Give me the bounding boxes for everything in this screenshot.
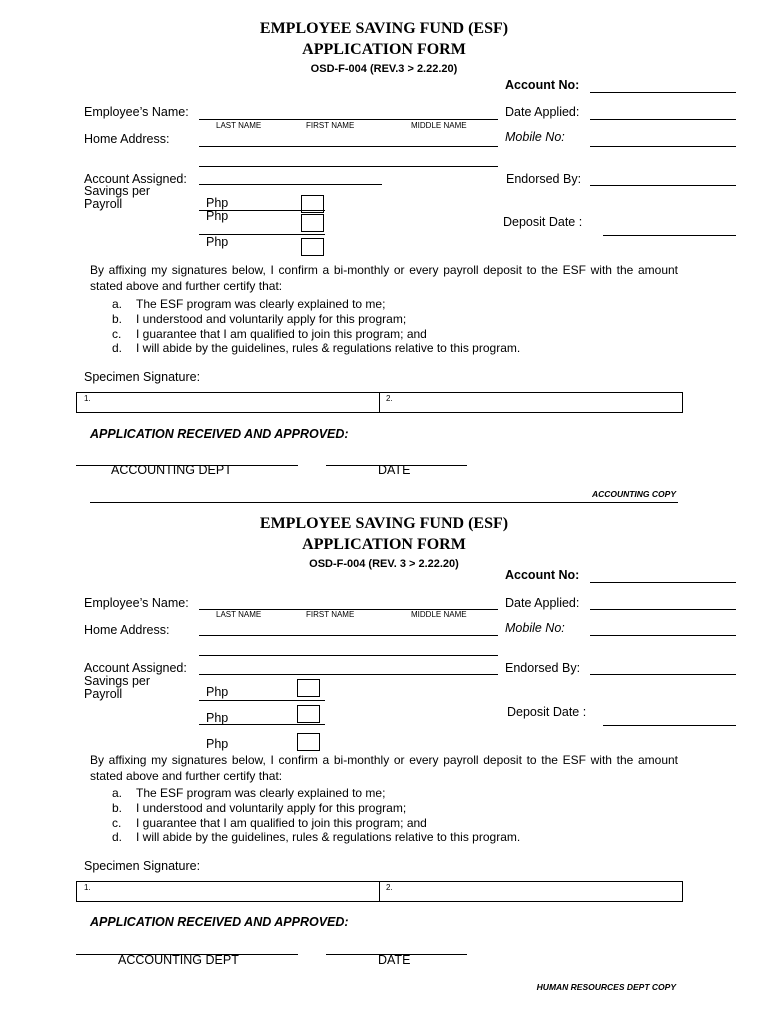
list-item [112,312,520,327]
list-text: I understood and voluntarily apply for this program; [136,800,407,815]
php-amount-field-1[interactable] [199,700,325,701]
received-approved-label: APPLICATION RECEIVED AND APPROVED: [90,915,349,929]
php-label-3: Php [206,235,229,249]
payroll-label: Payroll [84,197,123,211]
first-name-caption: FIRST NAME [306,121,355,130]
form-code: OSD-F-004 (REV.3 > 2.22.20) [310,63,458,75]
date-label: DATE [378,463,411,477]
employee-name-label: Employee’s Name: [84,105,189,119]
php-label-2: Php [206,209,229,223]
home-address-label: Home Address: [84,623,170,637]
signature-field-2[interactable] [380,882,682,901]
mobile-no-label: Mobile No: [505,621,565,635]
confirmation-paragraph: By affixing my signatures below, I confirm a bi-monthly or every payroll deposit to the ESF with the amount stated above and further certify that: [90,753,678,783]
account-no-field[interactable] [590,582,736,583]
list-marker: d. [112,830,123,845]
home-address-field-1[interactable] [199,146,498,147]
php-label-3: Php [206,737,229,751]
signature-field-2[interactable] [380,393,682,412]
list-item [112,297,520,312]
endorsed-by-label: Endorsed By: [506,172,582,186]
savings-per-label: Savings per [84,184,151,198]
signature-number-2: 2. [386,394,393,403]
employee-name-field[interactable] [199,119,498,120]
endorsed-by-field[interactable] [590,185,736,186]
last-name-caption: LAST NAME [216,610,262,619]
specimen-signature-label: Specimen Signature: [84,859,201,873]
payroll-label: Payroll [84,687,123,701]
php-label-1: Php [206,196,229,210]
list-text: The ESF program was clearly explained to me; [136,297,386,311]
endorsed-by-label: Endorsed By: [505,661,581,675]
received-approved-label: APPLICATION RECEIVED AND APPROVED: [90,427,349,441]
list-item [112,801,520,816]
deposit-date-field[interactable] [603,725,736,726]
form-title: EMPLOYEE SAVING FUND (ESF) [259,515,509,532]
list-marker: d. [112,341,123,356]
signature-number-2: 2. [386,883,393,892]
home-address-field-2[interactable] [199,166,498,167]
signature-field-1[interactable] [77,882,380,901]
account-assigned-field[interactable] [199,674,498,675]
account-assigned-label: Account Assigned: [84,172,187,186]
deposit-date-field[interactable] [603,235,736,236]
php-checkbox-1[interactable] [301,195,324,213]
copy-label: HUMAN RESOURCES DEPT COPY [536,982,676,992]
php-checkbox-3[interactable] [301,238,324,256]
home-address-label: Home Address: [84,132,170,146]
certification-list [112,297,520,356]
php-checkbox-2[interactable] [297,705,320,723]
signature-field-1[interactable] [77,393,380,412]
php-checkbox-3[interactable] [297,733,320,751]
mobile-no-field[interactable] [590,146,736,147]
copy-label: ACCOUNTING COPY [591,489,676,499]
endorsed-by-field[interactable] [590,674,736,675]
account-no-label: Account No: [505,78,580,92]
mobile-no-field[interactable] [590,635,736,636]
list-marker: c. [112,815,122,830]
signature-box [76,392,683,413]
list-item [112,327,520,342]
list-item [112,816,520,831]
form-title: EMPLOYEE SAVING FUND (ESF) [259,20,509,37]
list-marker: a. [112,786,123,800]
date-applied-label: Date Applied: [505,596,580,610]
certification-list [112,786,520,845]
php-amount-field-2[interactable] [199,724,325,725]
php-label-1: Php [206,685,229,699]
date-applied-field[interactable] [590,119,736,120]
signature-box [76,881,683,902]
account-no-field[interactable] [590,92,736,93]
employee-name-label: Employee’s Name: [84,596,189,610]
home-address-field-2[interactable] [199,655,498,656]
middle-name-caption: MIDDLE NAME [411,121,467,130]
date-applied-label: Date Applied: [505,105,580,119]
home-address-field-1[interactable] [199,635,498,636]
list-text: I will abide by the guidelines, rules & regulations relative to this program. [136,830,521,845]
signature-number-1: 1. [84,394,91,403]
esf-form-hr-copy [0,495,768,1007]
list-text: I will abide by the guidelines, rules & regulations relative to this program. [136,341,521,356]
form-code: OSD-F-004 (REV. 3 > 2.22.20) [309,558,459,570]
list-item [112,786,520,801]
list-marker: c. [112,326,122,341]
deposit-date-label: Deposit Date : [503,215,583,229]
form-subtitle: APPLICATION FORM [302,41,466,58]
list-text: I guarantee that I am qualified to join this program; and [136,326,427,341]
savings-per-label: Savings per [84,674,151,688]
form-subtitle: APPLICATION FORM [302,536,466,553]
accounting-dept-label: ACCOUNTING DEPT [118,953,239,967]
account-assigned-field[interactable] [199,184,382,185]
deposit-date-label: Deposit Date : [507,705,587,719]
first-name-caption: FIRST NAME [306,610,355,619]
php-label-2: Php [206,711,229,725]
date-label: DATE [378,953,411,967]
list-item [112,830,520,845]
date-applied-field[interactable] [590,609,736,610]
list-text: The ESF program was clearly explained to me; [136,786,386,800]
mobile-no-label: Mobile No: [505,130,565,144]
list-marker: a. [112,297,123,311]
list-marker: b. [112,311,123,326]
account-no-label: Account No: [505,568,580,582]
php-checkbox-2[interactable] [301,214,324,232]
middle-name-caption: MIDDLE NAME [411,610,467,619]
list-item [112,341,520,356]
list-text: I guarantee that I am qualified to join this program; and [136,815,427,830]
confirmation-paragraph: By affixing my signatures below, I confirm a bi-monthly or every payroll deposit to the ESF with the amount stated above and further certify that: [90,263,678,293]
list-marker: b. [112,800,123,815]
account-assigned-label: Account Assigned: [84,661,187,675]
signature-number-1: 1. [84,883,91,892]
accounting-dept-label: ACCOUNTING DEPT [111,463,232,477]
list-text: I understood and voluntarily apply for this program; [136,311,407,326]
last-name-caption: LAST NAME [216,121,262,130]
php-checkbox-1[interactable] [297,679,320,697]
specimen-signature-label: Specimen Signature: [84,370,201,384]
